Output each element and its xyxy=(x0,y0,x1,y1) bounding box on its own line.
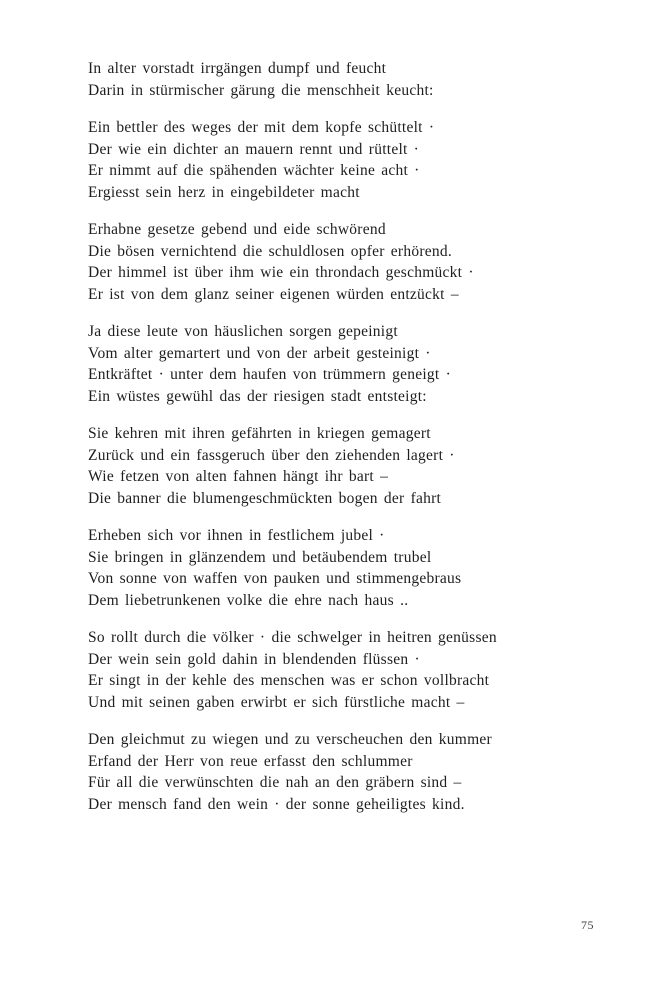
stanza xyxy=(88,729,620,815)
poem-line: Für all die verwünschten die nah an den gräbern sind – xyxy=(88,774,462,791)
poem-line: So rollt durch die völker · die schwelger in heitren genüssen xyxy=(88,629,497,646)
poem-line: Und mit seinen gaben erwirbt er sich fürstliche macht – xyxy=(88,693,465,711)
poem-line: Von sonne von waffen von pauken und stimmengebraus xyxy=(88,570,462,587)
stanza xyxy=(88,321,620,407)
poem-line: Er ist von dem glanz seiner eigenen würden entzückt – xyxy=(88,285,459,303)
stanza xyxy=(88,117,620,203)
stanza xyxy=(88,219,620,305)
stanza xyxy=(88,525,620,611)
poem-line: Erhabne gesetze gebend und eide schwörend xyxy=(88,221,386,238)
poem-line: Ein wüstes gewühl das der riesigen stadt entsteigt: xyxy=(88,387,427,405)
poem-line: Vom alter gemartert und von der arbeit gesteinigt · xyxy=(88,344,431,362)
poem-line: Zurück und ein fassgeruch über den ziehenden lagert · xyxy=(88,446,455,464)
poem-line: Der wein sein gold dahin in blendenden flüssen · xyxy=(88,650,420,668)
poem-line: Erfand der Herr von reue erfasst den schlummer xyxy=(88,752,413,770)
stanza xyxy=(88,627,620,713)
poem-line: In alter vorstadt irrgängen dumpf und feucht xyxy=(88,60,387,77)
poem-line: Entkräftet · unter dem haufen von trümmern geneigt · xyxy=(88,366,451,383)
poem-line: Sie kehren mit ihren gefährten in kriegen gemagert xyxy=(88,425,431,442)
page-number: 75 xyxy=(581,918,594,932)
poem-line: Die bösen vernichtend die schuldlosen opfer erhörend. xyxy=(88,242,452,260)
stanza xyxy=(88,58,620,101)
poem-line: Er singt in der kehle des menschen was er schon vollbracht xyxy=(88,672,490,689)
poem-line: Der wie ein dichter an mauern rennt und rüttelt · xyxy=(88,140,420,158)
stanza xyxy=(88,423,620,509)
poem-line: Den gleichmut zu wiegen und zu verscheuchen den kummer xyxy=(88,731,492,748)
poem-line: Er nimmt auf die spähenden wächter keine acht · xyxy=(88,162,420,179)
poem-line: Der himmel ist über ihm wie ein throndach geschmückt · xyxy=(88,264,474,281)
poem-line: Sie bringen in glänzendem und betäubendem trubel xyxy=(88,548,432,566)
poem-line: Erheben sich vor ihnen in festlichem jubel · xyxy=(88,527,385,544)
poem-line: Der mensch fand den wein · der sonne geheiligtes kind. xyxy=(88,795,465,813)
poem-line: Ein bettler des weges der mit dem kopfe schüttelt · xyxy=(88,119,435,136)
poem-line: Ergiesst sein herz in eingebildeter macht xyxy=(88,183,360,201)
poem-line: Die banner die blumengeschmückten bogen der fahrt xyxy=(88,489,442,507)
poem-line: Wie fetzen von alten fahnen hängt ihr bart – xyxy=(88,468,389,485)
poem-line: Dem liebetrunkenen volke die ehre nach haus .. xyxy=(88,591,409,609)
poem-text-block xyxy=(88,58,620,815)
poem-line: Darin in stürmischer gärung die menschheit keucht: xyxy=(88,81,434,99)
poem-line: Ja diese leute von häuslichen sorgen gepeinigt xyxy=(88,323,398,340)
